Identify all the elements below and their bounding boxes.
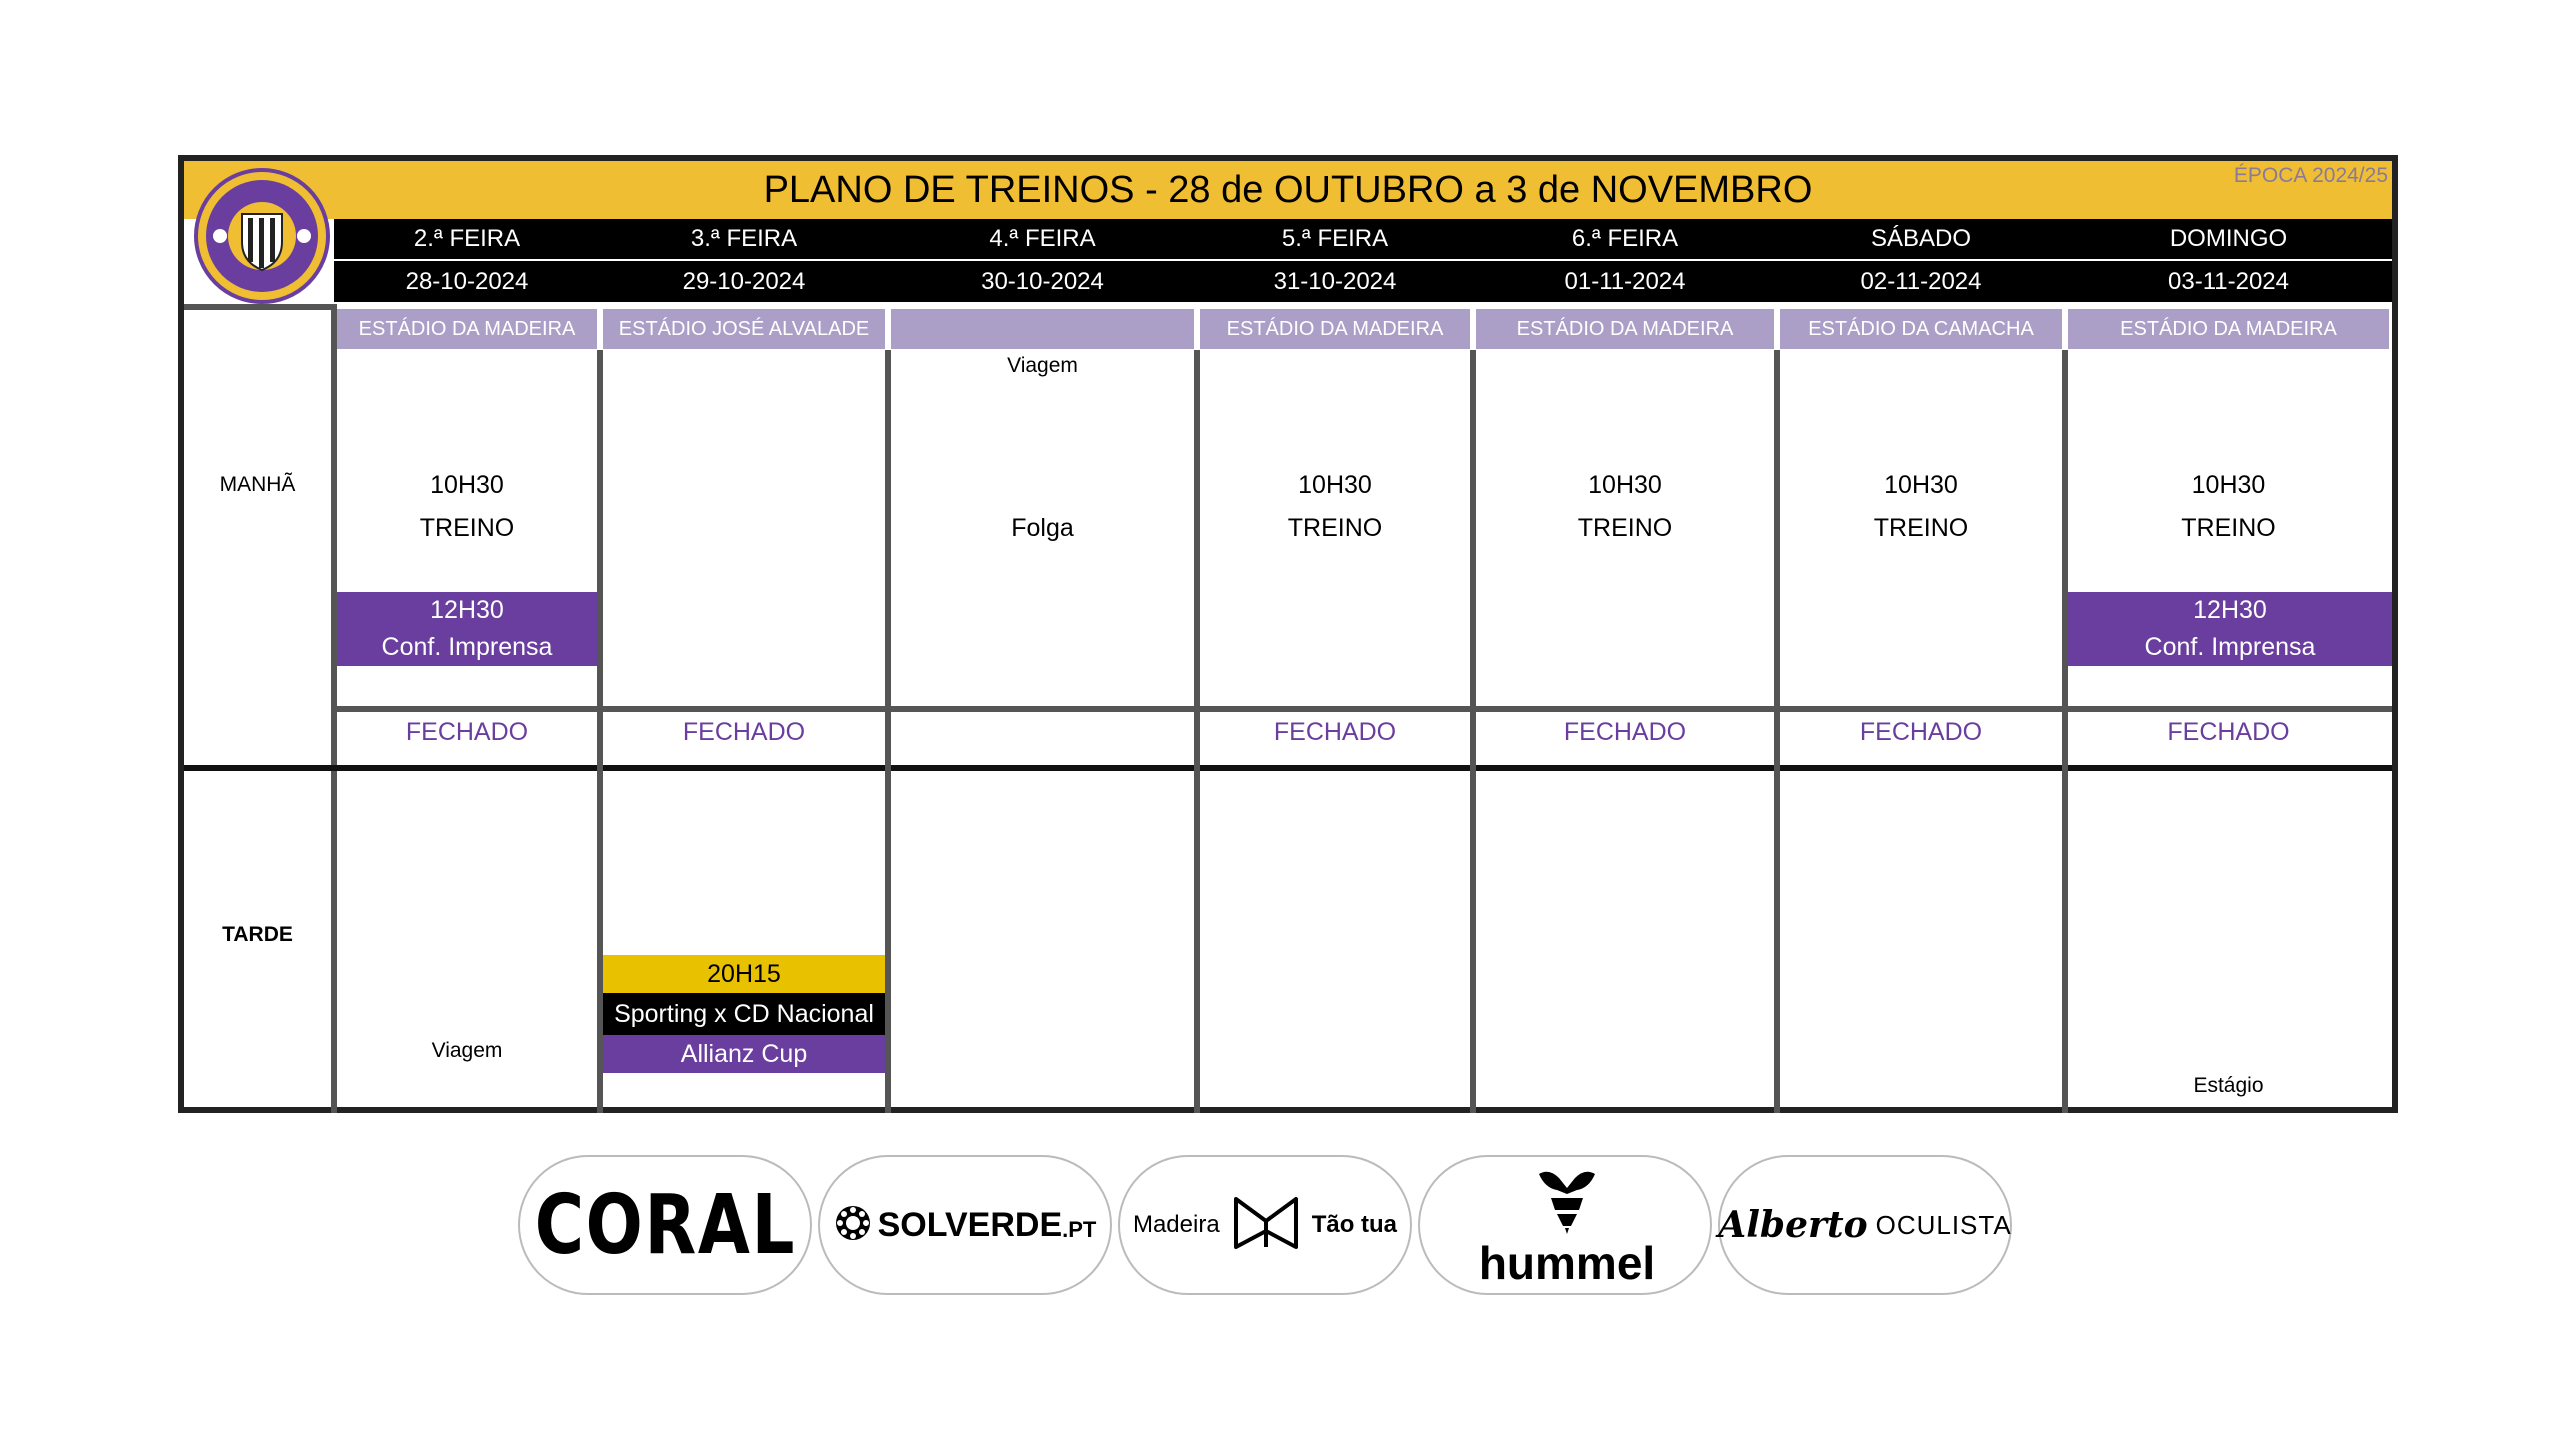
sponsor-alberto bbox=[1718, 1155, 2012, 1295]
travel-note: Viagem bbox=[431, 1039, 503, 1062]
press-time: 12H30 bbox=[430, 596, 504, 624]
divider bbox=[184, 304, 334, 310]
training-label: TREINO bbox=[419, 513, 515, 542]
travel-note: Viagem bbox=[1007, 354, 1078, 377]
period-morning-label: MANHÃ bbox=[219, 473, 296, 496]
day-date: 01-11-2024 bbox=[1473, 261, 1777, 302]
solverde-logo-icon bbox=[834, 1204, 872, 1247]
training-time: 10H30 bbox=[1298, 470, 1372, 499]
camp-note: Estágio bbox=[2193, 1074, 2264, 1097]
status-closed: FECHADO bbox=[2167, 717, 2290, 746]
status-closed: FECHADO bbox=[405, 717, 529, 746]
hummel-bee-icon bbox=[1420, 1167, 1714, 1237]
sponsor-solverde bbox=[818, 1155, 1112, 1295]
venue-label: ESTÁDIO DA MADEIRA bbox=[1200, 309, 1470, 349]
day-off-label: Folga bbox=[1011, 513, 1074, 542]
season-label: ÉPOCA 2024/25 bbox=[2233, 164, 2388, 187]
sponsor-left-text: Madeira bbox=[1132, 1211, 1220, 1238]
day-name: 6.ª FEIRA bbox=[1473, 219, 1777, 259]
venue-label: ESTÁDIO DA MADEIRA bbox=[2068, 309, 2389, 349]
sponsor-script-text: Alberto bbox=[1718, 1204, 1868, 1246]
status-closed: FECHADO bbox=[1859, 717, 1983, 746]
venue-label: ESTÁDIO DA MADEIRA bbox=[1476, 309, 1774, 349]
day-name: SÁBADO bbox=[1777, 219, 2065, 259]
sponsor-name: SOLVERDE bbox=[877, 1205, 1063, 1244]
sponsor-coral bbox=[518, 1155, 812, 1295]
status-closed: FECHADO bbox=[682, 717, 806, 746]
day-date: 03-11-2024 bbox=[2065, 261, 2392, 302]
sponsor-madeira bbox=[1118, 1155, 1412, 1295]
press-label: Conf. Imprensa bbox=[2144, 633, 2316, 661]
sponsor-hummel bbox=[1418, 1155, 1712, 1295]
day-date: 31-10-2024 bbox=[1197, 261, 1473, 302]
day-name: 4.ª FEIRA bbox=[888, 219, 1197, 259]
sponsor-suffix: .PT bbox=[1062, 1217, 1097, 1242]
venue-label bbox=[891, 309, 1194, 349]
training-time: 10H30 bbox=[1884, 470, 1958, 499]
venue-label: ESTÁDIO DA MADEIRA bbox=[337, 309, 597, 349]
day-date: 30-10-2024 bbox=[888, 261, 1197, 302]
period-afternoon-label: TARDE bbox=[222, 923, 293, 946]
divider bbox=[885, 350, 891, 1113]
training-label: TREINO bbox=[1873, 513, 1969, 542]
day-date: 02-11-2024 bbox=[1777, 261, 2065, 302]
divider bbox=[184, 765, 2392, 771]
sponsor-caps-text: OCULISTA bbox=[1875, 1209, 2012, 1240]
status-closed: FECHADO bbox=[1273, 717, 1397, 746]
day-name: DOMINGO bbox=[2065, 219, 2392, 259]
venue-label: ESTÁDIO DA CAMACHA bbox=[1780, 309, 2062, 349]
page-title: PLANO DE TREINOS - 28 de OUTUBRO a 3 de NOVEMBRO bbox=[763, 168, 1813, 211]
training-label: TREINO bbox=[1287, 513, 1383, 542]
training-time: 10H30 bbox=[2191, 470, 2266, 499]
club-logo bbox=[192, 166, 332, 306]
training-time: 10H30 bbox=[430, 470, 504, 499]
match-time: 20H15 bbox=[603, 955, 885, 993]
day-date: 28-10-2024 bbox=[334, 261, 600, 302]
training-label: TREINO bbox=[2181, 513, 2276, 542]
match-competition: Allianz Cup bbox=[603, 1035, 885, 1073]
madeira-logo-icon bbox=[1230, 1193, 1302, 1258]
training-time: 10H30 bbox=[1588, 470, 1662, 499]
sponsor-name: hummel bbox=[1478, 1237, 1656, 1289]
sponsor-right-text: Tão tua bbox=[1311, 1211, 1398, 1238]
day-name: 5.ª FEIRA bbox=[1197, 219, 1473, 259]
sponsor-name: CORAL bbox=[534, 1177, 796, 1273]
day-name: 3.ª FEIRA bbox=[600, 219, 888, 259]
venue-label: ESTÁDIO JOSÉ ALVALADE bbox=[603, 309, 885, 349]
match-title: Sporting x CD Nacional bbox=[603, 993, 885, 1035]
press-label: Conf. Imprensa bbox=[381, 633, 553, 661]
training-label: TREINO bbox=[1577, 513, 1673, 542]
day-name: 2.ª FEIRA bbox=[334, 219, 600, 259]
day-date: 29-10-2024 bbox=[600, 261, 888, 302]
status-closed: FECHADO bbox=[1563, 717, 1687, 746]
press-time: 12H30 bbox=[2193, 596, 2267, 624]
